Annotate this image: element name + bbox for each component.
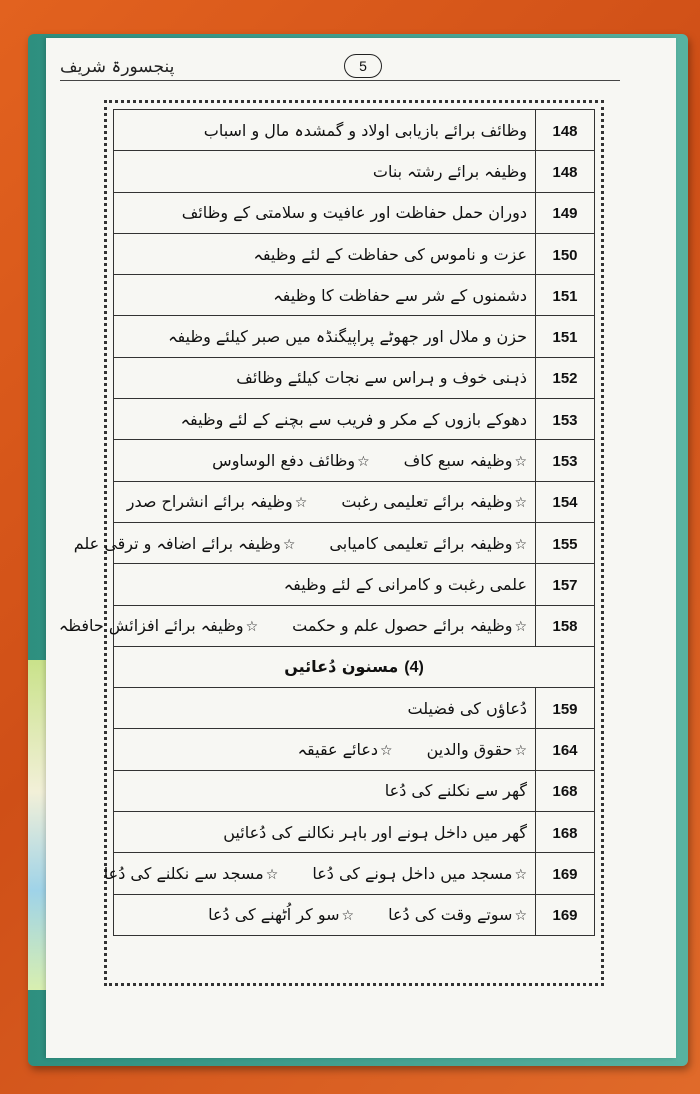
toc-entry-title: [114, 894, 536, 935]
toc-entry-title: [103, 853, 536, 894]
toc-entry-text: وظیفہ برائے افزائش حافظہ: [58, 616, 244, 636]
toc-entry-item: [104, 864, 279, 883]
running-title: پنجسورۃ شریف: [60, 57, 175, 77]
toc-page-number: 153: [552, 453, 578, 471]
toc-entry-text: گھر سے نکلنے کی دُعا: [384, 781, 527, 801]
toc-entry-page-cell: [536, 110, 595, 151]
toc-entry-text: سو کر اُٹھنے کی دُعا: [208, 905, 340, 925]
toc-entry-item: [407, 699, 527, 718]
toc-page-number: 168: [552, 824, 578, 842]
toc-entry-title: [114, 233, 536, 274]
toc-page-number: 148: [552, 122, 578, 140]
toc-row: [114, 853, 595, 894]
toc-entry-title: [114, 440, 536, 481]
toc-page-number: 153: [552, 411, 578, 429]
star-icon: ☆: [341, 908, 355, 925]
toc-entry-text: وظیفہ برائے رشتہ بنات: [372, 161, 527, 181]
toc-page-number: 151: [552, 287, 578, 305]
toc-entry-item: [298, 740, 393, 759]
toc-entry-item: [373, 162, 527, 181]
toc-entry-item: [273, 286, 527, 305]
toc-entry-page-cell: [536, 522, 595, 563]
toc-entry-text: عزت و ناموس کی حفاظت کے لئے وظیفہ: [253, 244, 527, 264]
toc-entry-page-cell: [536, 399, 595, 440]
toc-row: [114, 233, 595, 274]
toc-entry-text: دشمنوں کے شر سے حفاظت کا وظیفہ: [273, 285, 527, 305]
toc-entry-item: [182, 203, 527, 222]
toc-entry-item: [341, 492, 527, 511]
toc-entry-item: [292, 616, 527, 635]
toc-entry-item: [385, 781, 527, 800]
star-icon: ☆: [514, 908, 527, 925]
toc-page-number: 155: [552, 535, 578, 553]
toc-entry-page-cell: [536, 440, 595, 481]
toc-entry-text: حقوق والدین: [426, 740, 513, 760]
toc-row: [114, 192, 595, 233]
star-icon: ☆: [357, 454, 370, 471]
toc-row: [114, 894, 595, 935]
toc-entry-text: علمی رغبت و کامرانی کے لئے وظیفہ: [283, 574, 527, 594]
star-icon: ☆: [514, 866, 527, 883]
toc-entry-item: [74, 534, 296, 553]
toc-page-number: 150: [552, 246, 578, 264]
toc-row: [114, 688, 595, 729]
toc-page-number: 152: [552, 370, 578, 388]
star-icon: ☆: [245, 619, 259, 636]
toc-entry-page-cell: [536, 812, 595, 853]
toc-entry-item: [284, 575, 527, 594]
toc-page-number: 169: [552, 865, 578, 883]
toc-entry-item: [181, 410, 527, 429]
toc-entry-title: [114, 192, 536, 233]
toc-entry-text: وظیفہ سبع کاف: [403, 451, 513, 471]
toc-entry-item: [204, 121, 527, 140]
toc-entry-title: [114, 770, 536, 811]
star-icon: ☆: [514, 454, 527, 471]
toc-page-number: 148: [552, 163, 578, 181]
toc-row: [114, 151, 595, 192]
star-icon: ☆: [265, 866, 279, 883]
star-icon: ☆: [282, 536, 296, 553]
toc-entry-page-cell: [536, 688, 595, 729]
toc-page-number: 151: [552, 329, 578, 347]
toc-entry-title: [58, 605, 536, 646]
star-icon: ☆: [514, 495, 527, 512]
toc-entry-title: [114, 316, 536, 357]
toc-row: [114, 812, 595, 853]
toc-entry-page-cell: [536, 481, 595, 522]
star-icon: ☆: [514, 619, 527, 636]
toc-entry-item: [236, 368, 527, 387]
table-of-contents: [58, 109, 595, 936]
toc-entry-title: [114, 399, 536, 440]
toc-entry-page-cell: [536, 316, 595, 357]
toc-page-number: 164: [552, 742, 578, 760]
toc-row: [114, 316, 595, 357]
toc-entry-title: [114, 151, 536, 192]
toc-entry-page-cell: [536, 894, 595, 935]
toc-entry-page-cell: [536, 770, 595, 811]
section-number: (4): [404, 659, 424, 676]
toc-entry-item: [168, 327, 527, 346]
star-icon: ☆: [514, 743, 527, 760]
toc-entry-item: [127, 492, 308, 511]
toc-row: [114, 275, 595, 316]
toc-entry-text: وظائف برائے بازیابی اولاد و گمشدہ مال و اسباب: [203, 120, 527, 140]
toc-entry-title: [114, 729, 536, 770]
toc-body: [58, 110, 595, 936]
toc-entry-item: [208, 905, 354, 924]
page-header: [60, 52, 620, 92]
toc-entry-page-cell: [536, 729, 595, 770]
toc-page-number: 168: [552, 783, 578, 801]
toc-entry-page-cell: [536, 357, 595, 398]
toc-entry-page-cell: [536, 151, 595, 192]
toc-entry-text: وظیفہ برائے انشراح صدر: [126, 492, 293, 512]
toc-row: [114, 564, 595, 605]
toc-row: [114, 605, 595, 646]
toc-entry-text: وظیفہ برائے تعلیمی رغبت: [341, 492, 513, 512]
toc-row: [114, 481, 595, 522]
toc-entry-item: [427, 740, 527, 759]
toc-entry-item: [404, 451, 527, 470]
toc-section-heading: [114, 646, 595, 687]
toc-entry-page-cell: [536, 275, 595, 316]
toc-entry-text: وظیفہ برائے حصول علم و حکمت: [292, 616, 513, 636]
toc-entry-page-cell: [536, 192, 595, 233]
toc-page-number: 169: [552, 907, 578, 925]
toc-page-number: 158: [552, 618, 578, 636]
toc-entry-text: دھوکے بازوں کے مکر و فریب سے بچنے کے لئے وظیفہ: [180, 409, 527, 429]
toc-entry-item: [223, 823, 527, 842]
toc-entry-text: دعائے عقیقہ: [297, 740, 379, 760]
toc-entry-page-cell: [536, 564, 595, 605]
toc-entry-item: [59, 616, 258, 635]
toc-entry-title: [114, 481, 536, 522]
toc-entry-text: ذہنی خوف و ہراس سے نجات کیلئے وظائف: [236, 368, 527, 388]
toc-entry-page-cell: [536, 853, 595, 894]
toc-entry-item: [253, 245, 527, 264]
toc-entry-page-cell: [536, 605, 595, 646]
toc-entry-item: [329, 534, 527, 553]
toc-section-row: [114, 646, 595, 687]
toc-row: [114, 357, 595, 398]
toc-entry-text: حزن و ملال اور جھوٹے پراپیگنڈہ میں صبر کیلئے وظیفہ: [168, 327, 527, 347]
toc-row: [114, 440, 595, 481]
star-icon: ☆: [294, 495, 308, 512]
toc-entry-text: وظیفہ برائے تعلیمی کامیابی: [329, 533, 513, 553]
toc-entry-item: [212, 451, 370, 470]
toc-entry-text: وظیفہ برائے اضافہ و ترقی علم: [73, 533, 281, 553]
toc-entry-title: [114, 275, 536, 316]
toc-row: [114, 729, 595, 770]
toc-entry-title: [114, 110, 536, 151]
toc-entry-text: سوتے وقت کی دُعا: [388, 905, 513, 925]
toc-row: [114, 770, 595, 811]
toc-entry-text: گھر میں داخل ہونے اور باہر نکالنے کی دُعائیں: [223, 822, 527, 842]
toc-row: [114, 522, 595, 563]
toc-entry-item: [312, 864, 527, 883]
toc-entry-text: دُعاؤں کی فضیلت: [407, 698, 527, 718]
toc-page-number: 149: [552, 205, 578, 223]
toc-page-number: 159: [552, 700, 578, 718]
toc-page-number: 157: [552, 576, 578, 594]
toc-entry-text: دوران حمل حفاظت اور عافیت و سلامتی کے وظائف: [181, 203, 527, 223]
toc-entry-title: [114, 357, 536, 398]
toc-entry-title: [114, 564, 536, 605]
toc-entry-page-cell: [536, 233, 595, 274]
header-rule: [60, 80, 620, 81]
toc-entry-title: [73, 522, 536, 563]
toc-entry-item: [388, 905, 527, 924]
star-icon: ☆: [514, 536, 527, 553]
toc-entry-text: وظائف دفع الوساوس: [212, 451, 356, 471]
toc-entry-text: مسجد سے نکلنے کی دُعا: [103, 863, 264, 883]
toc-row: [114, 399, 595, 440]
table-of-contents-frame: [58, 100, 604, 986]
toc-page-number: 154: [552, 494, 578, 512]
star-icon: ☆: [380, 743, 393, 760]
toc-entry-title: [114, 688, 536, 729]
toc-row: [114, 110, 595, 151]
page-number: 5: [344, 54, 382, 78]
toc-entry-title: [114, 812, 536, 853]
toc-entry-text: مسجد میں داخل ہونے کی دُعا: [312, 863, 513, 883]
section-title: مسنون دُعائیں: [284, 657, 399, 676]
